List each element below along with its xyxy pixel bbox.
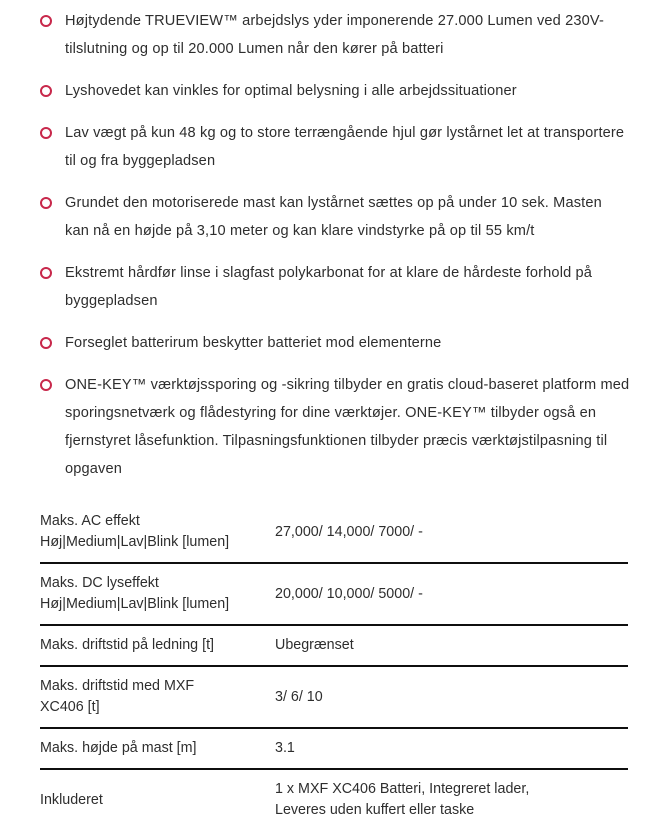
table-row	[40, 563, 628, 625]
feature-text: Grundet den motoriserede mast kan lystårnet sættes op på under 10 sek. Masten kan nå en højde på 3,10 meter og kan klare vindstyrke på op til 55 km/t	[65, 195, 602, 239]
circle-bullet-icon	[40, 197, 52, 209]
list-item	[0, 371, 656, 483]
spec-value-line1: Ubegrænset	[275, 637, 354, 653]
spec-label-cell	[40, 563, 275, 625]
spec-label-cell	[40, 502, 275, 563]
table-row	[40, 502, 628, 563]
spec-value-line1: 1 x MXF XC406 Batteri, Integreret lader,	[275, 781, 530, 797]
list-item	[0, 189, 656, 245]
spec-value-line1: 27,000/ 14,000/ 7000/ -	[275, 523, 423, 540]
feature-text: Forseglet batterirum beskytter batteriet mod elementerne	[65, 335, 442, 351]
circle-bullet-icon	[40, 267, 52, 279]
spec-label-cell	[40, 769, 275, 830]
feature-text: Lav vægt på kun 48 kg og to store terrængående hjul gør lystårnet let at transportere til og fra byggepladsen	[65, 125, 625, 169]
spec-value-cell	[275, 502, 628, 563]
table-row	[40, 728, 628, 769]
specification-table	[40, 502, 628, 830]
feature-text: Lyshovedet kan vinkles for optimal belysning i alle arbejdssituationer	[65, 83, 517, 99]
feature-text: Højtydende TRUEVIEW™ arbejdslys yder imponerende 27.000 Lumen ved 230V-tilslutning og op til 20.000 Lumen når den kører på batteri	[65, 13, 604, 57]
spec-label-line1: Maks. driftstid på ledning [t]	[40, 637, 215, 653]
spec-value-line1: 20,000/ 10,000/ 5000/ -	[275, 585, 423, 602]
spec-value-line1: 3/ 6/ 10	[275, 688, 323, 705]
feature-text: ONE-KEY™ værktøjssporing og -sikring tilbyder en gratis cloud-baseret platform med sporingsnetværk og flådestyring for dine værktøjer. ONE-KEY™ tilbyder også en fjernstyret låsefunktion. Tilpasningsfunktionen tilbyder præcis værktøjstilpasning til opgaven	[65, 377, 630, 477]
spec-label-cell	[40, 728, 275, 769]
feature-text: Ekstremt hårdfør linse i slagfast polykarbonat for at klare de hårdeste forhold på byggepladsen	[65, 265, 593, 309]
spec-value-line1: 3.1	[275, 740, 295, 756]
spec-value-cell	[275, 625, 628, 666]
list-item	[0, 7, 656, 63]
spec-label-line1: Maks. AC effekt	[40, 513, 140, 529]
spec-value-cell	[275, 728, 628, 769]
spec-label-line1: Maks. DC lyseffekt	[40, 575, 159, 591]
spec-label-line2: Høj|Medium|Lav|Blink [lumen]	[40, 596, 230, 612]
table-row	[40, 625, 628, 666]
spec-label-line1: Inkluderet	[40, 791, 103, 808]
specification-table-container	[0, 502, 656, 830]
circle-bullet-icon	[40, 337, 52, 349]
table-row	[40, 666, 628, 728]
spec-label-cell	[40, 625, 275, 666]
table-row	[40, 769, 628, 830]
spec-label-line2: XC406 [t]	[40, 699, 100, 715]
spec-label-cell	[40, 666, 275, 728]
list-item	[0, 77, 656, 105]
spec-value-cell	[275, 769, 628, 830]
list-item	[0, 329, 656, 357]
circle-bullet-icon	[40, 379, 52, 391]
spec-value-line2: Leveres uden kuffert eller taske	[275, 802, 475, 818]
circle-bullet-icon	[40, 127, 52, 139]
circle-bullet-icon	[40, 15, 52, 27]
spec-value-cell	[275, 563, 628, 625]
spec-value-cell	[275, 666, 628, 728]
spec-label-line2: Høj|Medium|Lav|Blink [lumen]	[40, 534, 230, 550]
list-item	[0, 119, 656, 175]
list-item	[0, 259, 656, 315]
spec-label-line1: Maks. højde på mast [m]	[40, 740, 197, 756]
spec-label-line1: Maks. driftstid med MXF	[40, 678, 195, 694]
circle-bullet-icon	[40, 85, 52, 97]
